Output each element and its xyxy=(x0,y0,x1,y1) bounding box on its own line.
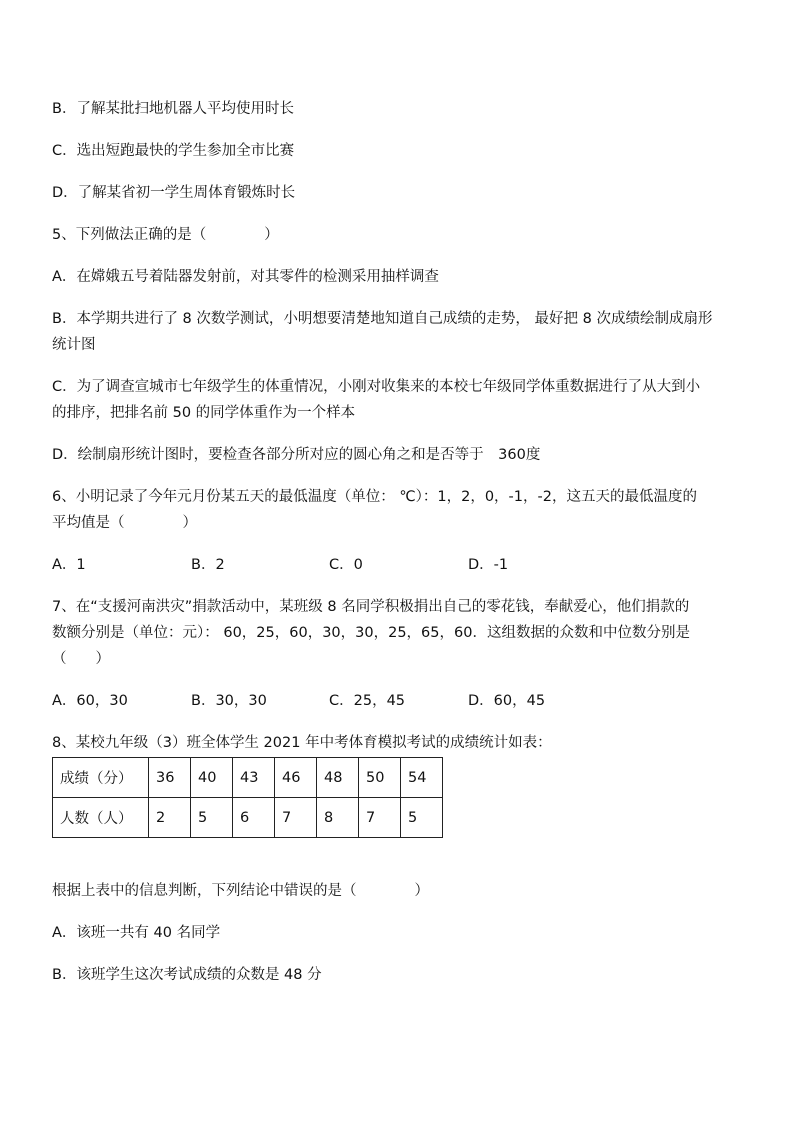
count-row xyxy=(53,798,443,838)
q5-option-d: D．绘制扇形统计图时，要检查各部分所对应的圆心角之和是否等于 360度 xyxy=(52,447,541,463)
score-cell: 43 xyxy=(233,758,275,798)
q5-option-c-line2: 的排序，把排名前 50 的同学体重作为一个样本 xyxy=(52,405,356,421)
count-cell: 5 xyxy=(191,798,233,838)
q4-option-c: C．选出短跑最快的学生参加全市比赛 xyxy=(52,143,295,159)
count-cell: 7 xyxy=(359,798,401,838)
q8-option-b: B．该班学生这次考试成绩的众数是 48 分 xyxy=(52,967,322,983)
q5-option-c-line1: C．为了调查宣城市七年级学生的体重情况，小刚对收集来的本校七年级同学体重数据进行了从大到小 xyxy=(52,379,701,395)
q8-stem: 8、某校九年级（3）班全体学生 2021 年中考体育模拟考试的成绩统计如表： xyxy=(52,735,552,751)
q7-option-c: C．25，45 xyxy=(329,693,406,709)
q7-stem-line1: 7、在“支援河南洪灾”捐款活动中，某班级 8 名同学积极捐出自己的零花钱，奉献爱心，他们捐款的 xyxy=(52,599,690,615)
score-row xyxy=(53,758,443,798)
q7-option-a: A．60，30 xyxy=(52,693,128,709)
q5-option-b-line2: 统计图 xyxy=(52,337,96,353)
q6-stem-line1: 6、小明记录了今年元月份某五天的最低温度（单位： ℃）：1，2，0，-1，-2，这五天的最低温度的 xyxy=(52,489,697,505)
q6-option-d: D．-1 xyxy=(468,557,509,573)
q5-stem: 5、下列做法正确的是（ ） xyxy=(52,227,279,243)
q7-option-d: D．60，45 xyxy=(468,693,546,709)
q6-option-a: A．1 xyxy=(52,557,86,573)
q7-stem-line2: 数额分别是（单位：元）： 60，25，60，30，30，25，65，60．这组数据的众数和中位数分别是 xyxy=(52,625,690,641)
count-cell: 8 xyxy=(317,798,359,838)
q4-option-b: B．了解某批扫地机器人平均使用时长 xyxy=(52,101,294,117)
q6-options xyxy=(52,552,742,578)
q7-option-b: B．30，30 xyxy=(191,693,267,709)
score-label: 成绩（分） xyxy=(53,758,149,798)
score-cell: 46 xyxy=(275,758,317,798)
q5-option-a: A．在嫦娥五号着陆器发射前，对其零件的检测采用抽样调查 xyxy=(52,269,439,285)
q7-stem-line3: （ ） xyxy=(52,651,110,667)
count-cell: 2 xyxy=(149,798,191,838)
score-table xyxy=(52,757,443,838)
score-cell: 50 xyxy=(359,758,401,798)
count-cell: 5 xyxy=(401,798,443,838)
q4-option-d: D．了解某省初一学生周体育锻炼时长 xyxy=(52,185,296,201)
count-cell: 6 xyxy=(233,798,275,838)
score-cell: 40 xyxy=(191,758,233,798)
q5-option-b-line1: B．本学期共进行了 8 次数学测试，小明想要清楚地知道自己成绩的走势， 最好把 8 次成绩绘制成扇形 xyxy=(52,311,713,327)
score-cell: 36 xyxy=(149,758,191,798)
q7-options xyxy=(52,688,742,714)
q6-option-b: B．2 xyxy=(191,557,225,573)
q8-option-a: A．该班一共有 40 名同学 xyxy=(52,925,221,941)
count-label: 人数（人） xyxy=(53,798,149,838)
q6-option-c: C．0 xyxy=(329,557,363,573)
score-cell: 54 xyxy=(401,758,443,798)
score-cell: 48 xyxy=(317,758,359,798)
count-cell: 7 xyxy=(275,798,317,838)
q6-stem-line2: 平均值是（ ） xyxy=(52,515,197,531)
q8-question: 根据上表中的信息判断，下列结论中错误的是（ ） xyxy=(52,883,429,899)
